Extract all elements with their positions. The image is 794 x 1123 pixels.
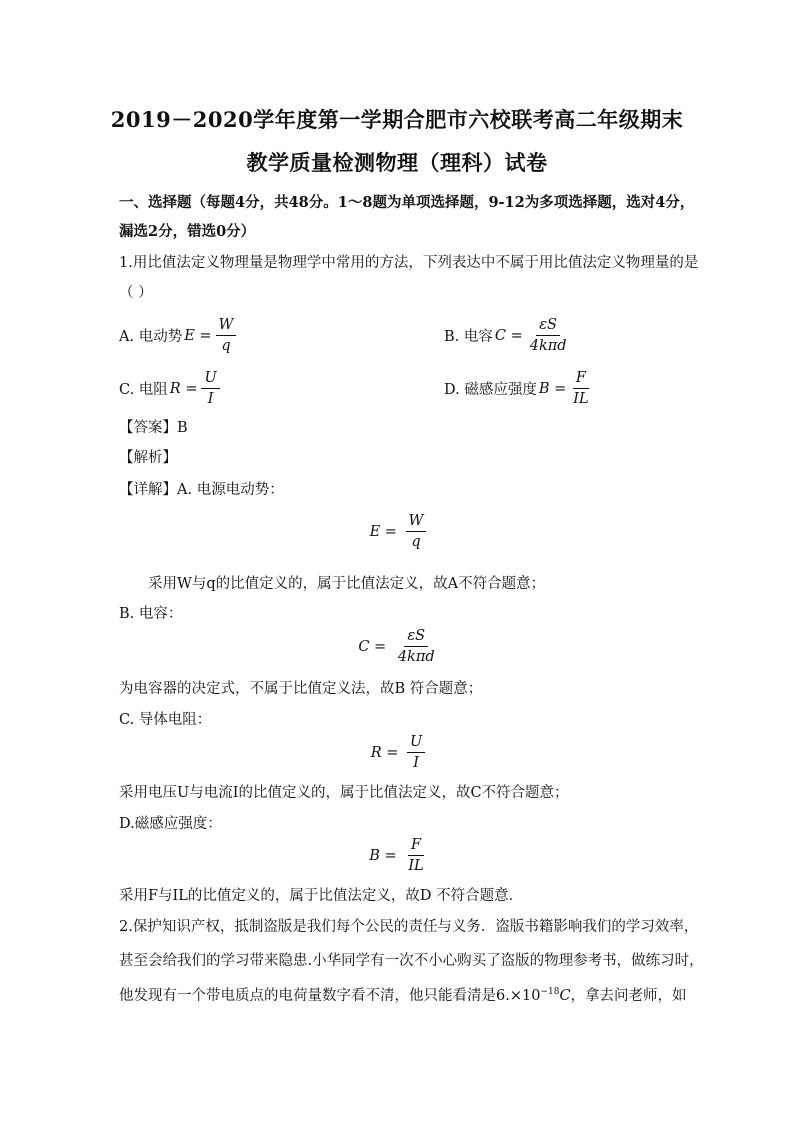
q2-line1: 2.保护知识产权，抵制盗版是我们每个公民的责任与义务．盗版书籍影响我们的学习效率， (119, 919, 699, 935)
numerator: F (573, 369, 589, 389)
numerator: W (216, 316, 237, 336)
q2-line2: 甚至会给我们的学习带来隐患.小华同学有一次不小心购买了盗版的物理参考书，做练习时， (119, 953, 704, 969)
charge-value: 6.×10 (496, 988, 541, 1004)
exam-title-line2: 教学质量检测物理（理科）试卷 (246, 150, 548, 175)
q1-stem-line1: 1.用比值法定义物理量是物理学中常用的方法，下列表达中不属于用比值法定义物理量的是 (119, 255, 699, 271)
formula-b: C = $\frac{\varepsilon S}{\text{4kπd}}$ (358, 628, 435, 665)
q1-detail-a-intro: 【详解】A. 电源电动势： (119, 482, 284, 498)
formula-lhs: B = (538, 380, 567, 397)
section-heading-line1: 一、选择题（每题4分，共48分。1～8题为单项选择题，9-12为多项选择题，选对4分， (119, 194, 695, 211)
denominator: I (207, 391, 214, 407)
q1-detail-c-text: 采用电压U与电流I的比值定义的，属于比值法定义，故C不符合题意； (119, 785, 569, 801)
q1-option-c (119, 369, 220, 408)
formula-lhs: C = (494, 327, 523, 344)
fraction (570, 369, 591, 408)
section-heading-line2: 漏选2分，错选0分） (119, 223, 256, 240)
option-label: D. 磁感应强度 (444, 382, 537, 398)
numerator: εS (536, 316, 560, 336)
formula-d: B = $\frac{F}{IL}$ (369, 837, 424, 874)
denominator: 4kπd (529, 338, 567, 354)
formula-lhs: R = (169, 380, 198, 397)
option-label: C. 电阻 (119, 382, 168, 398)
q2-line3: 他发现有一个带电质点的电荷量数字看不清，他只能看清是$6.\times 10^{-18}C$，拿去问老师，如 (119, 987, 687, 1004)
q1-analysis-heading: 【解析】 (119, 450, 177, 466)
charge-exponent: −18 (540, 987, 560, 998)
q1-detail-d-intro: D.磁感应强度： (119, 816, 222, 832)
q1-answer: 【答案】B (119, 420, 188, 436)
q1-option-d (444, 369, 592, 408)
option-label: B. 电容 (444, 329, 493, 345)
q1-detail-c-intro: C. 导体电阻： (119, 712, 212, 728)
fraction (201, 369, 219, 408)
charge-unit: C (559, 988, 571, 1004)
q1-detail-d-text: 采用F与IL的比值定义的，属于比值法定义，故D 不符合题意． (119, 888, 524, 904)
q1-option-a (119, 316, 236, 355)
denominator: q (221, 338, 231, 354)
fraction (527, 316, 570, 355)
formula-c: R = $\frac{U}{I}$ (0, 733, 794, 772)
option-label: A. 电动势 (119, 329, 183, 345)
q1-detail-a-text: 采用W与q的比值定义的，属于比值法定义，故A不符合题意； (148, 576, 546, 592)
q1-stem-line2: （ ） (119, 285, 153, 301)
formula-lhs: E = (184, 327, 212, 344)
numerator: U (201, 369, 219, 389)
exam-title-line1: 2019－2020学年度第一学期合肥市六校联考高二年级期末 (110, 107, 684, 132)
formula-a: E = $\frac{W}{q}$ (0, 512, 794, 551)
fraction (216, 316, 237, 355)
q1-detail-b-intro: B. 电容： (119, 606, 183, 622)
q1-option-b (444, 316, 570, 355)
denominator: IL (573, 391, 589, 407)
q1-detail-b-text: 为电容器的决定式，不属于比值定义法，故B 符合题意； (119, 681, 483, 697)
